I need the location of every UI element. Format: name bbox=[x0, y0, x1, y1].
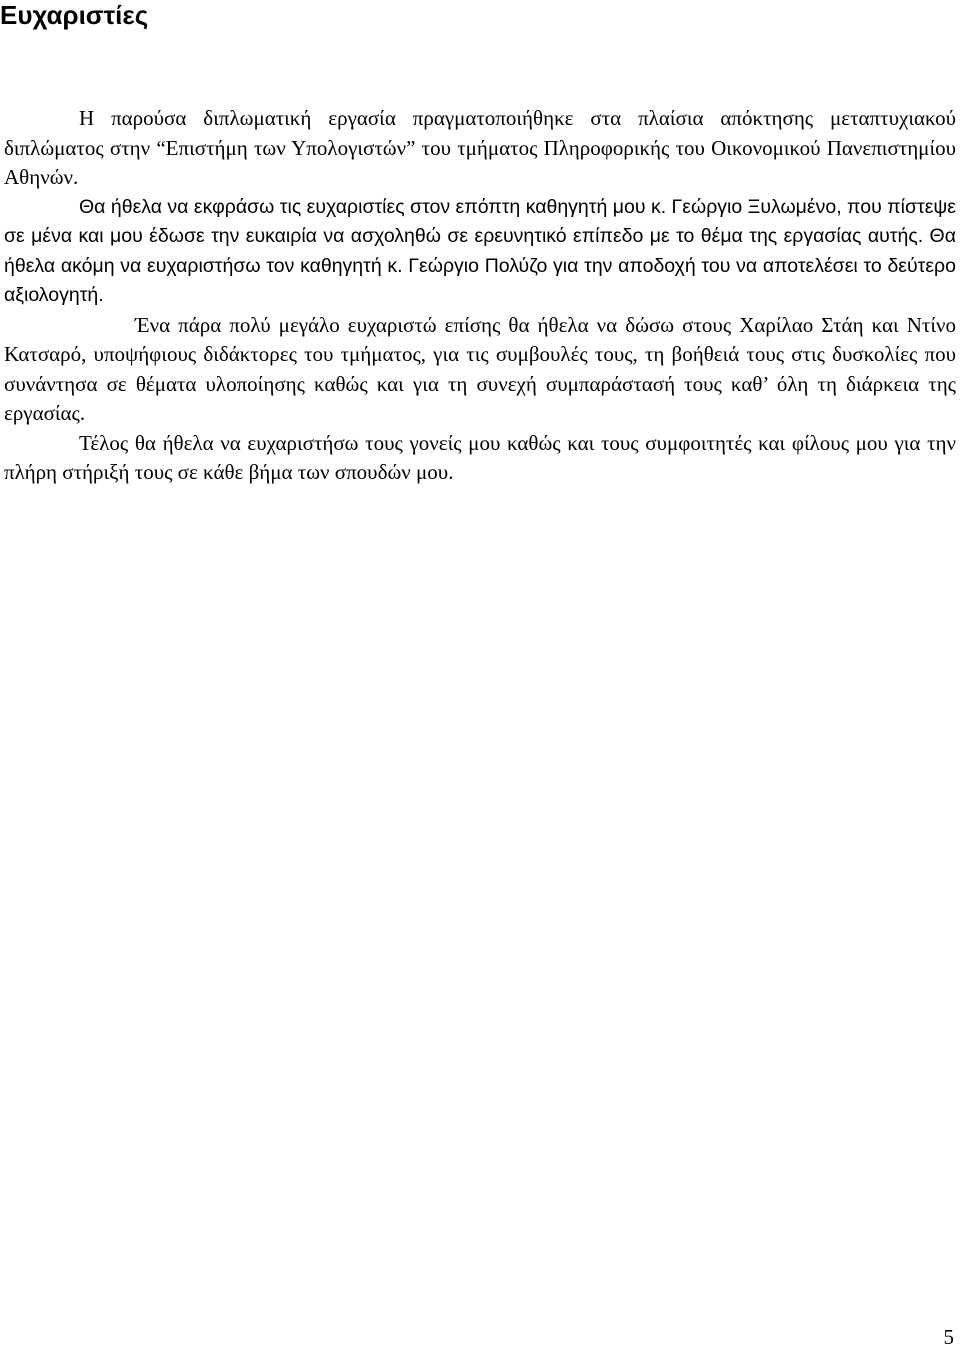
acknowledgements-body bbox=[4, 104, 956, 488]
paragraph-family-friends: Τέλος θα ήθελα να ευχαριστήσω τους γονείς μου καθώς και τους συμφοιτητές και φίλους μου για την πλήρη στήριξή τους σε κάθε βήμα των σπουδών μου. bbox=[4, 430, 956, 484]
page-number: 5 bbox=[943, 1325, 954, 1349]
paragraph-phd-candidates: Ένα πάρα πολύ μεγάλο ευχαριστώ επίσης θα ήθελα να δώσω στους Χαρίλαο Στάη και Ντίνο Κατσαρό, υποψήφιους διδάκτορες του τμήματος, για τις συμβουλές τους, τη βοήθειά τους στις δυσκολίες που συνάντησα σε θέματα υλοποίησης καθώς και για τη συνεχή συμπαράστασή τους καθ’ όλη τη διάρκεια της εργασίας. bbox=[4, 312, 956, 425]
paragraph-supervisor: Θα ήθελα να εκφράσω τις ευχαριστίες στον επόπτη καθηγητή μου κ. Γεώργιο Ξυλωμένο, που πίστεψε σε μένα και μου έδωσε την ευκαιρία να ασχοληθώ σε ερευνητικό επίπεδο με το θέμα της εργασίας αυτής. Θα ήθελα ακόμη να ευχαριστήσω τον καθηγητή κ. Γεώργιο Πολύζο για την αποδοχή του να αποτελέσει το δεύτερο αξιολογητή. bbox=[4, 195, 956, 306]
page-title: Ευχαριστίες bbox=[0, 0, 149, 30]
paragraph-degree: Η παρούσα διπλωματική εργασία πραγματοποιήθηκε στα πλαίσια απόκτησης μεταπτυχιακού διπλώματος στην “Επιστήμη των Υπολογιστών” του τμήματος Πληροφορικής του Οικονομικού Πανεπιστημίου Αθηνών. bbox=[4, 106, 956, 189]
